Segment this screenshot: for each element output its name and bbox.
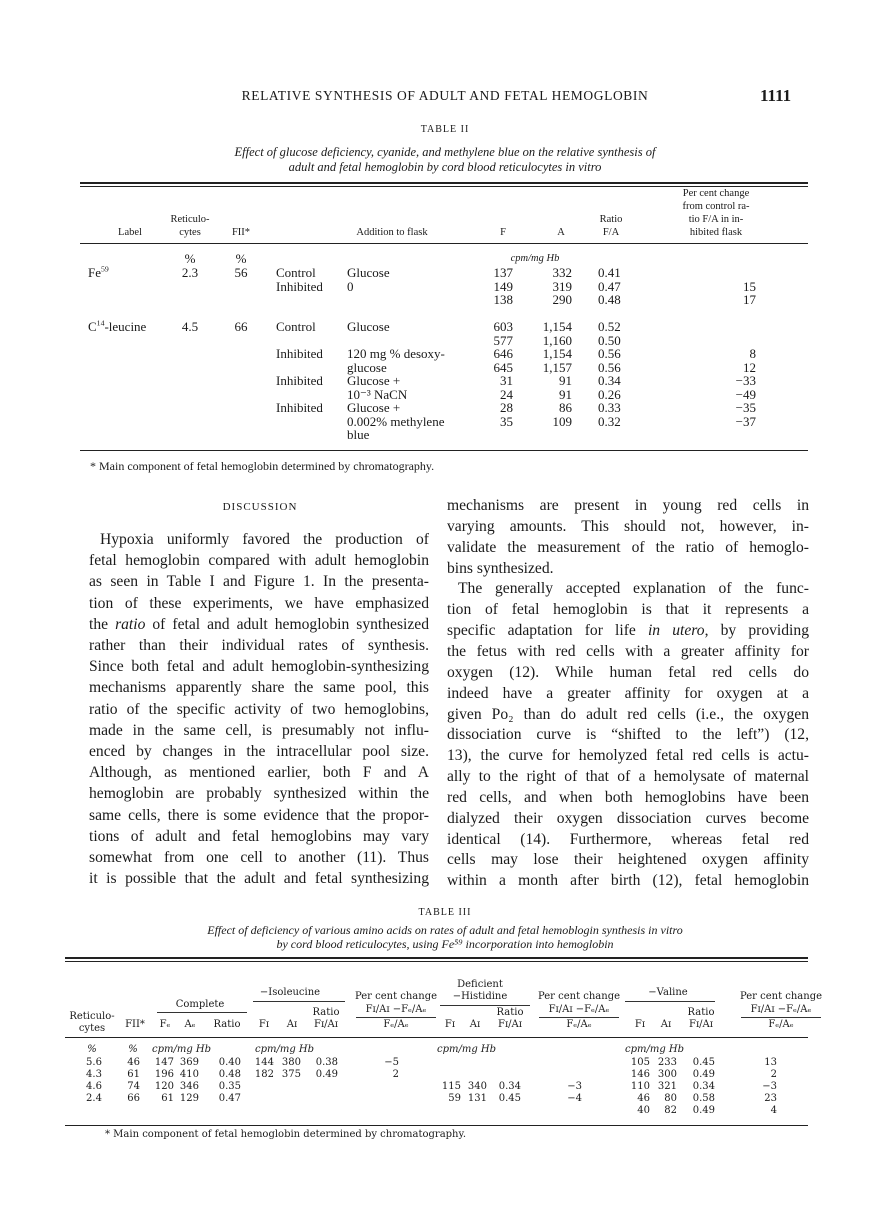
table3-footnote: * Main component of fetal hemoglobin determined by chromatography. <box>105 1129 466 1140</box>
cell-condition: Inhibited <box>276 400 323 415</box>
header-ai: Aɪ <box>660 1019 672 1030</box>
cell-ratio: 0.33 <box>598 400 621 415</box>
body-text-line: varying amounts. This should not, however, in- <box>447 517 809 535</box>
cell-a: 91 <box>559 386 572 402</box>
body-text-line: oxygen (12). While human fetal red cells do <box>447 663 809 681</box>
body-text-line: it is possible that the adult and fetal synthesizing <box>89 870 429 888</box>
body-text-line: validate the measurement of the ratio of hemoglo- <box>447 538 809 556</box>
header-change-denominator: Fₑ/Aₑ <box>383 1019 409 1030</box>
body-text-line: red cells, and when both hemoglobins have been <box>447 788 809 806</box>
cell-val-change: 4 <box>770 1105 777 1116</box>
header-histidine: −Histidine <box>452 991 508 1002</box>
body-text-line: somewhat from one cell to another (11). Thus <box>89 849 429 866</box>
table2-caption-line: Effect of glucose deficiency, cyanide, and methylene blue on the relative synthesis of <box>234 145 656 159</box>
body-text-line: The generally accepted explanation of the func- <box>458 580 809 598</box>
cell-iso-fi: 144 <box>254 1057 274 1068</box>
cell-f: 24 <box>500 386 513 402</box>
table3-top-rule <box>65 957 808 959</box>
body-text-line: made in the same cell, is presumably not influ- <box>89 721 429 739</box>
header-isoleucine: −Isoleucine <box>259 987 321 998</box>
cell-addition: glucose <box>347 359 387 375</box>
body-text-line: mechanisms are present in young red cells in <box>447 497 809 514</box>
header-change-denominator: Fₑ/Aₑ <box>566 1019 592 1030</box>
cell-his-change: −3 <box>567 1081 582 1092</box>
cell-change: 12 <box>743 359 756 375</box>
header-ai: Aɪ <box>286 1019 298 1030</box>
header-valine: −Valine <box>648 987 688 998</box>
table2-bottom-rule <box>80 450 808 451</box>
cell-addition: 10⁻³ NaCN <box>347 386 408 402</box>
cell-a: 1,154 <box>542 346 572 361</box>
table3-caption-line: by cord blood reticulocytes, using Fe⁵⁹ incorporation into hemoglobin <box>276 937 614 951</box>
cell-reticulocytes: 4.6 <box>86 1081 102 1092</box>
cell-ratio: 0.40 <box>218 1057 241 1068</box>
unit-retic: % <box>184 251 196 266</box>
cell-addition: 0 <box>347 278 354 294</box>
cell-f: 645 <box>493 359 513 375</box>
cell-val-fi: 40 <box>637 1105 650 1116</box>
header-change: from control ra- <box>682 201 750 212</box>
table2-top-rule <box>80 182 808 184</box>
cell-val-ratio: 0.58 <box>692 1093 715 1104</box>
table3-top-rule <box>65 961 808 962</box>
body-text-line: 13), the curve for hemolyzed fetal red cells is actu- <box>447 747 809 765</box>
header-a: A <box>557 227 565 238</box>
body-text-line: the fetus with red cells with a greater affinity for <box>447 642 809 660</box>
cell-val-change: 23 <box>764 1093 777 1104</box>
header-complete: Complete <box>175 999 225 1010</box>
table3-bottom-rule <box>65 1125 808 1126</box>
cell-fii: 56 <box>234 265 248 280</box>
body-text-line: as seen in Table I and Figure 1. In the presenta- <box>89 573 429 591</box>
cell-his-fi: 59 <box>448 1093 461 1104</box>
cell-fii: 46 <box>127 1057 140 1068</box>
body-text-line: Since both fetal and adult hemoglobin-synthesizing <box>89 658 429 676</box>
cell-addition: 0.002% methylene <box>347 413 445 429</box>
cell-f: 138 <box>493 292 513 307</box>
table2-footnote: * Main component of fetal hemoglobin determined by chromatography. <box>90 459 435 473</box>
cell-addition: Glucose + <box>347 400 401 415</box>
body-text-line: Hypoxia uniformly favored the production of <box>100 531 429 548</box>
cell-fe: 61 <box>161 1093 174 1104</box>
cell-val-ratio: 0.34 <box>692 1081 715 1092</box>
cell-f: 577 <box>493 332 513 348</box>
header-reticulocytes: Reticulo- <box>170 214 210 225</box>
cell-ratio: 0.48 <box>218 1069 241 1080</box>
cell-reticulocytes: 5.6 <box>86 1057 102 1068</box>
discussion-heading: DISCUSSION <box>222 501 298 513</box>
header-change-numerator: Fɪ/Aɪ −Fₑ/Aₑ <box>365 1004 427 1015</box>
running-title: RELATIVE SYNTHESIS OF ADULT AND FETAL HEMOGLOBIN <box>241 88 649 103</box>
cell-ratio: 0.52 <box>598 319 621 334</box>
cell-val-ratio: 0.45 <box>692 1057 715 1068</box>
cell-fii: 61 <box>127 1069 140 1080</box>
cell-a: 319 <box>552 278 572 294</box>
header-reticulocytes: cytes <box>179 227 201 238</box>
cell-ae: 346 <box>179 1081 199 1092</box>
cell-val-fi: 46 <box>637 1093 650 1104</box>
cell-val-ai: 321 <box>657 1081 677 1092</box>
header-addition: Addition to flask <box>356 227 428 238</box>
cell-a: 290 <box>552 292 572 307</box>
body-text-line: fetal hemoglobin compared with adult hemoglobin <box>89 552 429 570</box>
cell-addition: blue <box>347 427 370 442</box>
table3-caption-line: Effect of deficiency of various amino acids on rates of adult and fetal hemoblogin synthesis in vitro <box>207 923 683 937</box>
cell-reticulocytes: 4.3 <box>86 1069 102 1080</box>
header-ratio-fi: Fɪ/Aɪ <box>689 1019 713 1030</box>
cell-change: −35 <box>735 400 756 415</box>
cell-his-ai: 340 <box>467 1081 487 1092</box>
header-fi: Fɪ <box>258 1019 270 1030</box>
cell-his-ai: 131 <box>467 1093 487 1104</box>
body-text-line: the ratio of fetal and adult hemoglobin synthesized <box>89 615 430 633</box>
cell-val-ai: 300 <box>657 1069 677 1080</box>
cell-ratio: 0.35 <box>218 1081 241 1092</box>
cell-a: 1,160 <box>542 332 572 348</box>
cell-addition: Glucose <box>347 265 390 280</box>
body-text-line: tion of fetal hemoglobin is that it represents a <box>447 601 809 619</box>
cell-reticulocytes: 4.5 <box>181 319 199 334</box>
header-change-numerator: Fɪ/Aɪ −Fₑ/Aₑ <box>548 1004 610 1015</box>
italic-term: in utero <box>647 622 705 640</box>
unit-retic: % <box>87 1044 97 1055</box>
cell-ae: 369 <box>179 1057 199 1068</box>
cell-his-fi: 115 <box>441 1081 461 1092</box>
cell-ratio: 0.26 <box>598 386 621 402</box>
table2-label: TABLE II <box>420 124 470 135</box>
unit-cpm: cpm/mg Hb <box>510 253 560 264</box>
unit-cpm: cpm/mg Hb <box>437 1044 497 1055</box>
cell-fii: 74 <box>127 1081 140 1092</box>
header-f: F <box>500 227 506 238</box>
cell-condition: Inhibited <box>276 373 323 388</box>
cell-iso-fi: 182 <box>254 1069 274 1080</box>
cell-f: 28 <box>500 400 513 415</box>
cell-ratio: 0.48 <box>598 292 621 307</box>
cell-val-ai: 80 <box>664 1093 677 1104</box>
body-text-line: within a month after birth (12), fetal hemoglobin <box>447 872 809 890</box>
header-ratio-fi: Fɪ/Aɪ <box>498 1019 522 1030</box>
header-ratio-fi: Ratio <box>312 1007 340 1018</box>
table3-label: TABLE III <box>418 907 472 918</box>
table2-header-rule <box>80 243 808 244</box>
cell-a: 91 <box>559 373 572 388</box>
cell-a: 86 <box>559 400 572 415</box>
cell-a: 109 <box>552 413 572 429</box>
cell-iso-change: −5 <box>384 1057 399 1068</box>
cell-reticulocytes: 2.3 <box>181 265 199 280</box>
cell-val-fi: 105 <box>630 1057 650 1068</box>
cell-his-ratio: 0.45 <box>498 1093 521 1104</box>
cell-fii: 66 <box>127 1093 140 1104</box>
cell-a: 1,157 <box>542 359 572 375</box>
cell-ratio: 0.41 <box>598 265 621 280</box>
cell-ratio: 0.34 <box>598 373 621 388</box>
body-text-line: given Po₂ than do adult red cells (i.e., the oxygen <box>447 705 809 723</box>
header-ratio-fi: Ratio <box>496 1007 524 1018</box>
cell-change: −49 <box>735 386 756 402</box>
cell-a: 1,154 <box>542 319 572 334</box>
cell-val-ai: 82 <box>664 1105 677 1116</box>
cell-val-change: 13 <box>764 1057 777 1068</box>
header-change-numerator: Fɪ/Aɪ −Fₑ/Aₑ <box>750 1004 812 1015</box>
header-fi: Fɪ <box>634 1019 646 1030</box>
body-text-line: mechanisms apparently share the same pool, this <box>89 679 429 697</box>
cell-change: −33 <box>735 373 756 388</box>
cell-f: 35 <box>500 413 513 429</box>
cell-condition: Inhibited <box>276 278 323 294</box>
body-text-line: rather than their individual rates of synthesis. <box>89 637 429 654</box>
header-ratio: Ratio <box>213 1019 241 1030</box>
body-text-line: ratio of the specific activity of two hemoglobins, <box>89 700 429 718</box>
body-text-line: specific adaptation for life in utero, by providing <box>447 622 809 640</box>
cell-addition: Glucose <box>347 319 390 334</box>
cell-val-ratio: 0.49 <box>692 1105 715 1116</box>
header-reticulocytes: cytes <box>78 1023 106 1034</box>
unit-fii: % <box>128 1044 138 1055</box>
row-label: Fe$^{59}$ <box>88 264 109 280</box>
cell-iso-ratio: 0.38 <box>315 1057 338 1068</box>
header-percent-change: Per cent change <box>537 991 621 1002</box>
cell-ratio: 0.50 <box>598 332 621 348</box>
cell-ratio: 0.56 <box>598 359 621 375</box>
cell-addition: 120 mg % desoxy- <box>347 346 445 361</box>
header-ratio: F/A <box>602 227 620 238</box>
unit-cpm: cpm/mg Hb <box>152 1044 212 1055</box>
cell-ratio: 0.47 <box>218 1093 241 1104</box>
column-group-rule <box>741 1017 821 1018</box>
header-change-denominator: Fₑ/Aₑ <box>768 1019 794 1030</box>
header-deficient: Deficient <box>457 979 503 990</box>
cell-addition: Glucose + <box>347 373 401 388</box>
cell-ratio: 0.47 <box>598 278 621 294</box>
unit-fii: % <box>235 251 247 266</box>
header-ratio: Ratio <box>599 214 623 225</box>
cell-ratio: 0.32 <box>598 413 621 429</box>
cell-ratio: 0.56 <box>598 346 621 361</box>
cell-val-ai: 233 <box>657 1057 677 1068</box>
cell-iso-ai: 375 <box>281 1069 301 1080</box>
cell-val-change: −3 <box>762 1081 777 1092</box>
cell-f: 31 <box>500 373 513 388</box>
body-text-line: Although, as mentioned earlier, both F and A <box>89 764 429 782</box>
body-text-line: hemoglobin are probably synthesized within the <box>89 785 429 803</box>
body-text-line: ally to the right of that of a hemolysate of maternal <box>447 768 809 786</box>
body-text-line: tion of these experiments, we have emphasized <box>89 594 429 612</box>
header-fi: Fɪ <box>444 1019 456 1030</box>
cell-his-ratio: 0.34 <box>498 1081 521 1092</box>
cell-fe: 120 <box>154 1081 174 1092</box>
cell-ae: 129 <box>179 1093 199 1104</box>
cell-iso-change: 2 <box>392 1069 399 1080</box>
row-label: $C^{14}$-leucine <box>88 318 147 334</box>
body-text-line: dialyzed their oxygen dissociation curves become <box>447 809 809 827</box>
cell-val-fi: 110 <box>630 1081 650 1092</box>
header-ratio-fi: Ratio <box>687 1007 715 1018</box>
body-text-line: bins synthesized. <box>447 559 554 577</box>
header-fe: Fₑ <box>159 1019 171 1030</box>
header-change: hibited flask <box>689 227 743 238</box>
cell-fe: 147 <box>154 1057 174 1068</box>
table2-caption-line: adult and fetal hemoglobin by cord blood reticulocytes in vitro <box>288 160 602 174</box>
cell-his-change: −4 <box>567 1093 582 1104</box>
cell-val-fi: 146 <box>630 1069 650 1080</box>
header-percent-change: Per cent change <box>739 991 823 1002</box>
header-label: Label <box>118 227 142 238</box>
cell-change: 15 <box>743 278 756 294</box>
cell-change: 8 <box>749 346 756 361</box>
unit-cpm: cpm/mg Hb <box>255 1044 315 1055</box>
body-text-line: enced by changes in the intracellular pool size. <box>89 743 429 760</box>
cell-fe: 196 <box>154 1069 174 1080</box>
cell-iso-ratio: 0.49 <box>315 1069 338 1080</box>
header-fii: FII* <box>125 1019 145 1030</box>
body-text-line: dissociation curve is “shifted to the left”) (12, <box>447 726 809 744</box>
cell-change: 17 <box>743 292 756 307</box>
header-reticulocytes: Reticulo- <box>69 1011 115 1022</box>
cell-fii: 66 <box>234 319 248 334</box>
body-text-line: tions of adult and fetal hemoglobins may vary <box>89 827 429 845</box>
table3-header-rule <box>65 1037 808 1038</box>
cell-condition: Control <box>276 265 316 280</box>
cell-val-change: 2 <box>770 1069 777 1080</box>
cell-condition: Inhibited <box>276 346 323 361</box>
cell-f: 137 <box>493 265 513 280</box>
body-text-line: same cells, there is some evidence that the propor- <box>89 806 429 824</box>
body-text-line: identical (14). Furthermore, whereas fetal red <box>447 830 809 848</box>
cell-ae: 410 <box>179 1069 199 1080</box>
cell-condition: Control <box>276 319 316 334</box>
header-ai: Aɪ <box>469 1019 481 1030</box>
header-ratio-fi: Fɪ/Aɪ <box>314 1019 338 1030</box>
cell-change: −37 <box>735 413 756 429</box>
cell-f: 603 <box>493 319 513 334</box>
cell-iso-ai: 380 <box>281 1057 301 1068</box>
italic-term: ratio <box>115 615 146 633</box>
unit-cpm: cpm/mg Hb <box>625 1044 685 1055</box>
cell-reticulocytes: 2.4 <box>86 1093 102 1104</box>
cell-a: 332 <box>552 265 572 280</box>
body-text-line: indeed have a greater affinity for oxygen at a <box>447 684 809 702</box>
body-text-line: cells may lose their heightened oxygen affinity <box>447 851 809 869</box>
cell-f: 149 <box>493 278 513 294</box>
header-change: tio F/A in in- <box>688 214 744 225</box>
cell-val-ratio: 0.49 <box>692 1069 715 1080</box>
header-ae: Aₑ <box>184 1019 196 1030</box>
header-change: Per cent change <box>682 188 750 199</box>
header-fii: FII* <box>231 227 251 238</box>
cell-f: 646 <box>493 346 513 361</box>
page-number: 1111 <box>760 86 792 105</box>
header-percent-change: Per cent change <box>354 991 438 1002</box>
